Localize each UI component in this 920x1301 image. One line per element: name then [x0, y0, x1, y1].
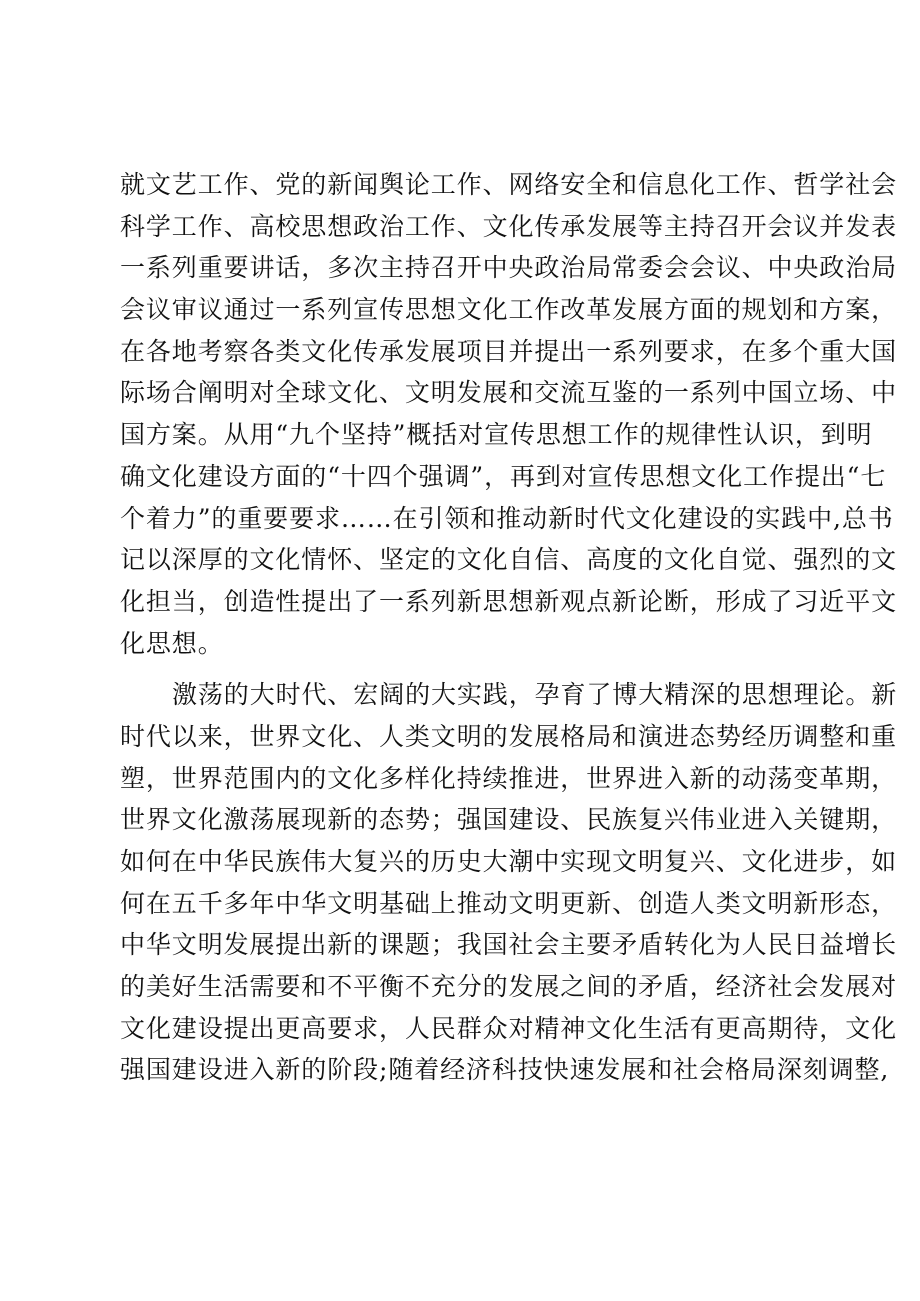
text-line: 记以深厚的文化情怀、坚定的文化自信、高度的文化自觉、强烈的文 — [120, 545, 898, 575]
text-line: 化担当，创造性提出了一系列新思想新观点新论断，形成了习近平文 — [120, 586, 898, 616]
text-line: 化思想。 — [120, 628, 224, 658]
paragraph-spacer — [120, 664, 820, 674]
text-line: 何在五千多年中华文明基础上推动文明更新、创造人类文明新形态， — [120, 888, 898, 918]
text-line: 激荡的大时代、宏阔的大实践，孕育了博大精深的思想理论。新 — [172, 680, 898, 710]
text-line: 个着力”的重要要求……在引领和推动新时代文化建设的实践中,总书 — [120, 503, 894, 533]
text-line: 一系列重要讲话，多次主持召开中央政治局常委会会议、中央政治局 — [120, 253, 898, 283]
text-line: 时代以来，世界文化、人类文明的发展格局和演进态势经历调整和重 — [120, 721, 898, 751]
text-line: 世界文化激荡展现新的态势；强国建设、民族复兴伟业进入关键期， — [120, 805, 898, 835]
document-body — [120, 164, 898, 1091]
text-line: 塑，世界范围内的文化多样化持续推进，世界进入新的动荡变革期， — [120, 763, 898, 793]
text-line: 强国建设进入新的阶段;随着经济科技快速发展和社会格局深刻调整, — [120, 1055, 890, 1085]
text-line: 文化建设提出更高要求，人民群众对精神文化生活有更高期待，文化 — [120, 1013, 898, 1043]
text-line: 就文艺工作、党的新闻舆论工作、网络安全和信息化工作、哲学社会 — [120, 170, 898, 199]
text-line: 确文化建设方面的“十四个强调”，再到对宣传思想文化工作提出“七 — [120, 461, 887, 491]
text-line: 会议审议通过一系列宣传思想文化工作改革发展方面的规划和方案， — [120, 295, 898, 325]
text-line: 如何在中华民族伟大复兴的历史大潮中实现文明复兴、文化进步，如 — [120, 847, 898, 876]
text-line: 科学工作、高校思想政治工作、文化传承发展等主持召开会议并发表 — [120, 211, 898, 241]
text-line: 在各地考察各类文化传承发展项目并提出一系列要求，在多个重大国 — [120, 336, 898, 366]
text-line: 的美好生活需要和不平衡不充分的发展之间的矛盾，经济社会发展对 — [120, 972, 898, 1002]
text-line: 国方案。从用“九个坚持”概括对宣传思想工作的规律性认识，到明 — [120, 420, 873, 450]
text-line: 际场合阐明对全球文化、文明发展和交流互鉴的一系列中国立场、中 — [120, 378, 898, 408]
text-line: 中华文明发展提出新的课题；我国社会主要矛盾转化为人民日益增长 — [120, 930, 898, 960]
paragraph-2 — [120, 674, 898, 1091]
paragraph-1 — [120, 164, 898, 664]
